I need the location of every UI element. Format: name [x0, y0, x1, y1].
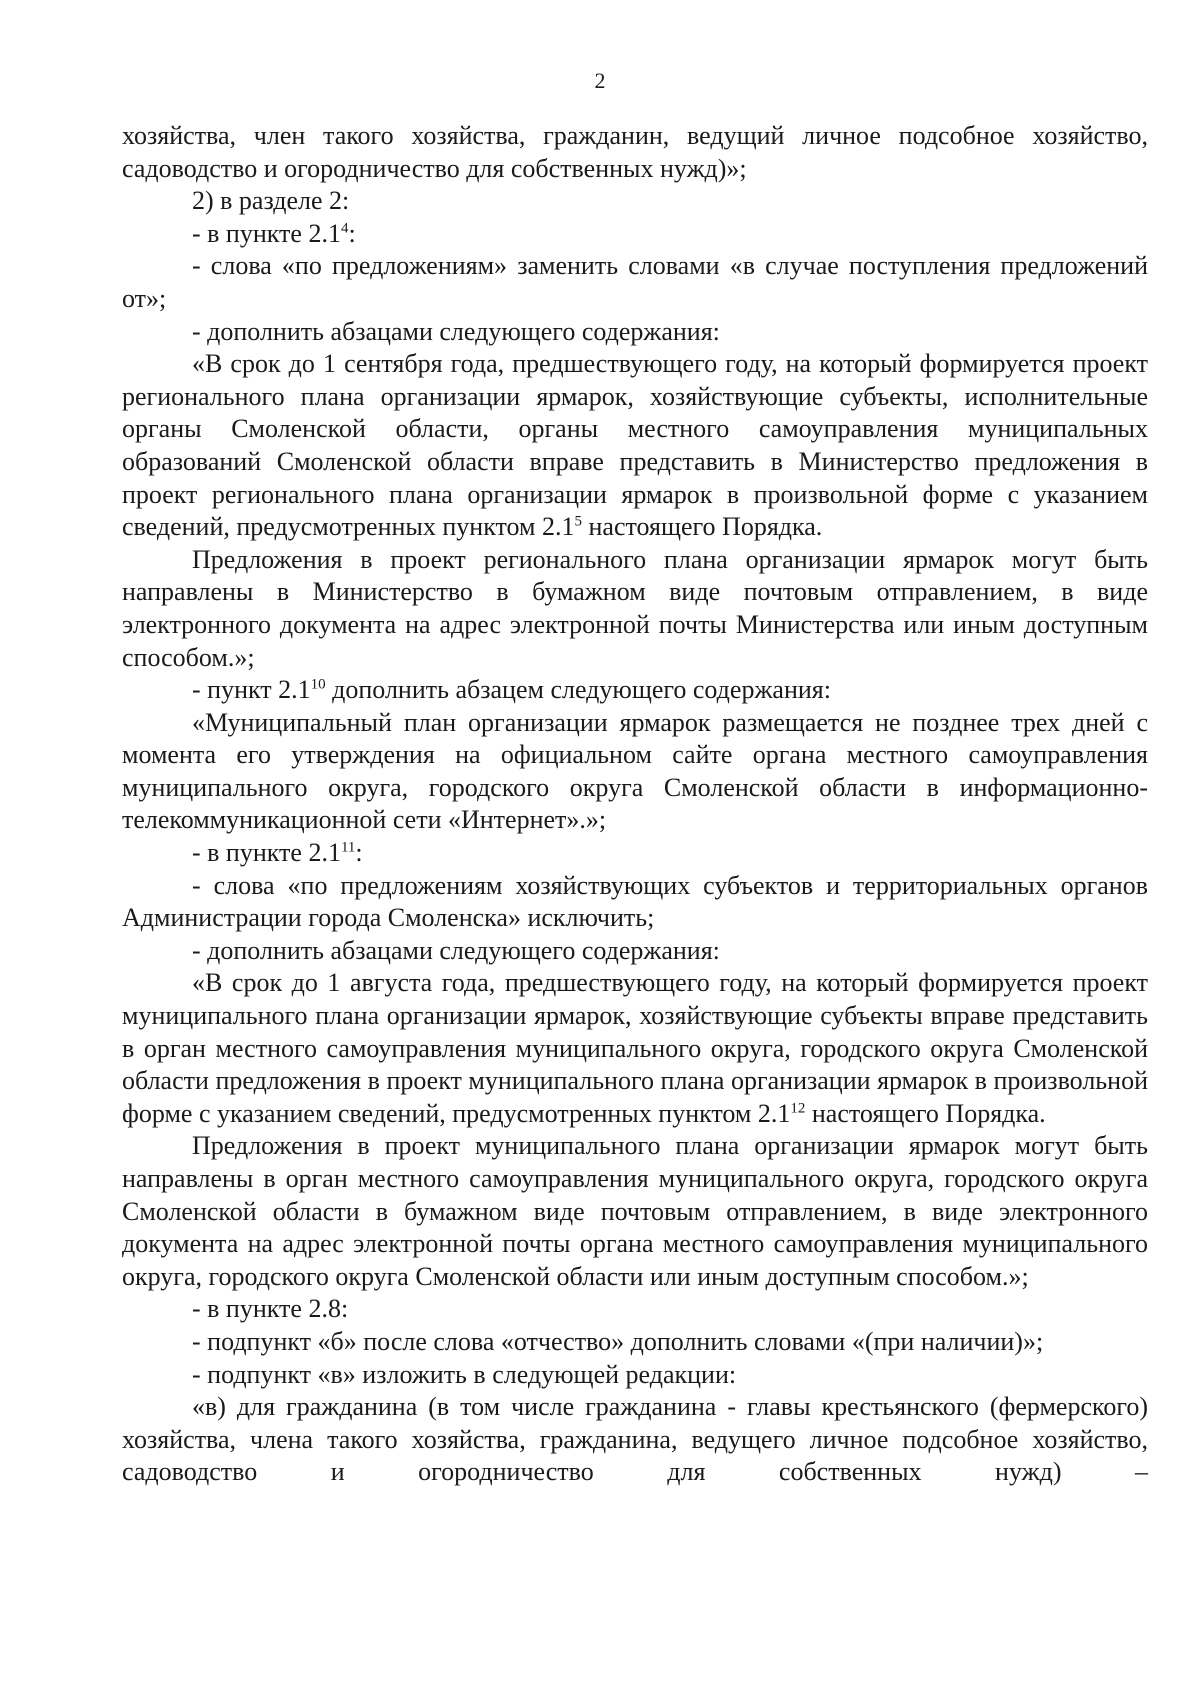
- paragraph-text: - в пункте 2.1: [192, 218, 341, 248]
- superscript: 11: [340, 839, 356, 856]
- paragraph: [122, 967, 1148, 1130]
- paragraph: [122, 674, 1148, 707]
- superscript: 10: [310, 676, 326, 693]
- superscript: 5: [574, 513, 582, 530]
- paragraph-text: дополнить абзацем следующего содержания:: [325, 675, 831, 705]
- paragraph: - в пункте 2.8:: [192, 1294, 349, 1324]
- paragraph-text: :: [355, 838, 363, 868]
- paragraph-text: настоящего Порядка.: [805, 1098, 1046, 1128]
- page-number: 2: [594, 68, 606, 93]
- superscript: 12: [790, 1100, 806, 1117]
- paragraph: - подпункт «б» после слова «отчество» дополнить словами «(при наличии)»;: [192, 1326, 1044, 1356]
- paragraph-text: - в пункте 2.1: [192, 838, 341, 868]
- paragraph: Предложения в проект муниципального плана организации ярмарок могут быть направлены в орган местного самоуправления муниципального округа, городского округа Смоленской области в бумажном виде почтовым отправлением, в виде электронного документа на адрес электронной почты органа местного самоуправления муниципального округа, городского округа Смоленской области или иным доступным способом.»;: [122, 1131, 1148, 1291]
- paragraph: хозяйства, член такого хозяйства, гражданин, ведущий личное подсобное хозяйство, садоводство и огородничество для собственных нужд)»;: [122, 121, 1148, 183]
- paragraph-text: настоящего Порядка.: [581, 512, 823, 542]
- paragraph: «в) для гражданина (в том числе гражданина - главы крестьянского (фермерского) хозяйства, члена такого хозяйства, гражданина, ведущего личное подсобное хозяйство, садоводство и огородничество для собственных нужд) –: [122, 1392, 1148, 1487]
- paragraph: - дополнить абзацами следующего содержания:: [192, 316, 720, 346]
- paragraph-text: «В срок до 1 августа года, предшествующего году, на который формируется проект муниципального плана организации ярмарок, хозяйствующие субъекты вправе представить в орган местного самоуправления муниципального округа, городского округа Смоленской области предложения в проект муниципального плана организации ярмарок в произвольной форме с указанием сведений, предусмотренных пунктом 2.1: [122, 968, 1148, 1128]
- paragraph-text: :: [348, 218, 356, 248]
- paragraph-text: «В срок до 1 сентября года, предшествующего году, на который формируется проект регионального плана организации ярмарок, хозяйствующие субъекты, исполнительные органы Смоленской области, органы местного самоуправления муниципальных образований Смоленской области вправе представить в Министерство предложения в проект регионального плана организации ярмарок в произвольной форме с указанием сведений, предусмотренных пунктом 2.1: [122, 349, 1148, 542]
- superscript: 4: [340, 220, 349, 237]
- paragraph: [122, 348, 1148, 544]
- paragraph-text: - пункт 2.1: [192, 675, 311, 705]
- paragraph: - слова «по предложениям хозяйствующих субъектов и территориальных органов Администрации города Смоленска» исключить;: [122, 870, 1148, 933]
- paragraph: 2) в разделе 2:: [192, 186, 350, 216]
- paragraph: «Муниципальный план организации ярмарок размещается не позднее трех дней с момента его утверждения на официальном сайте органа местного самоуправления муниципального округа, городского округа Смоленской области в информационно-телекоммуникационной сети «Интернет».»;: [122, 707, 1148, 835]
- paragraph: [122, 218, 1148, 251]
- document-body: [122, 120, 1148, 1489]
- paragraph: - слова «по предложениям» заменить словами «в случае поступления предложений от»;: [122, 251, 1148, 313]
- paragraph: - подпункт «в» изложить в следующей редакции:: [192, 1359, 737, 1389]
- paragraph: Предложения в проект регионального плана организации ярмарок могут быть направлены в Министерство в бумажном виде почтовым отправлением, в виде электронного документа на адрес электронной почты Министерства или иным доступным способом.»;: [122, 544, 1148, 672]
- paragraph: [122, 837, 1148, 870]
- paragraph: - дополнить абзацами следующего содержания:: [192, 935, 720, 965]
